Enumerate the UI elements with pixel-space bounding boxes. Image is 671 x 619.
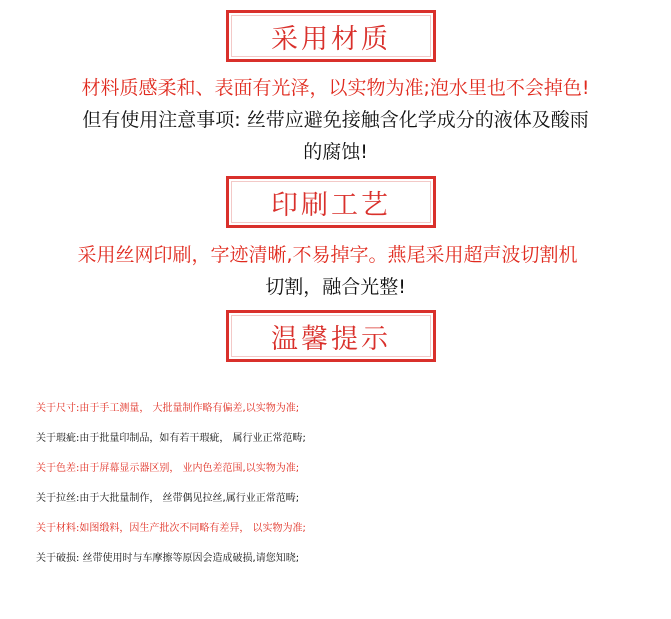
- tip-damage: 关于破损: 丝带使用时与车摩擦等原因会造成破损,请您知晓;: [36, 553, 300, 564]
- tip-defects: 关于瑕疵:由于批量印制品，如有若干瑕疵， 属行业正常范畴;: [36, 433, 306, 444]
- material-line-2: 但有使用注意事项: 丝带应避免接触含化学成分的液体及酸雨: [82, 109, 589, 131]
- tip-loose-threads: 关于拉丝:由于大批量制作， 丝带偶见拉丝,属行业正常范畴;: [36, 493, 300, 504]
- tips-list: [36, 394, 656, 574]
- tip-material: 关于材料:如图缎料，因生产批次不同略有差异， 以实物为准;: [36, 523, 306, 534]
- printing-line-1: [12, 241, 643, 270]
- material-line-1: 材料质感柔和、表面有光泽，以实物为准;泡水里也不会掉色!: [81, 77, 590, 99]
- tips-heading: 温馨提示: [271, 323, 391, 355]
- printing-line-1-red: 采用丝网印刷，字迹清晰,不易掉字。燕尾采用超声波切割机: [77, 244, 578, 266]
- material-line-3: 的腐蚀!: [303, 141, 368, 163]
- tip-color-difference: 关于色差:由于屏幕显示器区别， 业内色差范围,以实物为准;: [36, 463, 300, 474]
- printing-heading: 印刷工艺: [271, 189, 391, 221]
- material-heading: 采用材质: [271, 23, 391, 55]
- tips-heading-box: [226, 310, 436, 362]
- tip-size: 关于尺寸:由于手工测量， 大批量制作略有偏差,以实物为准;: [36, 403, 300, 414]
- printing-heading-box: [226, 176, 436, 228]
- printing-line-2: 切割，融合光整!: [265, 276, 406, 298]
- material-heading-box: [226, 10, 436, 62]
